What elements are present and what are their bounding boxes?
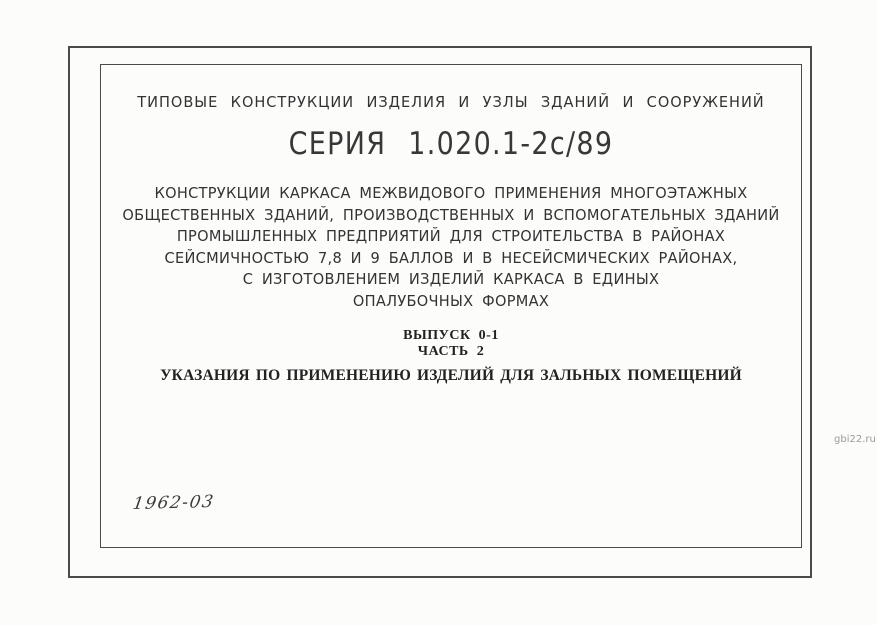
site-watermark: gbi22.ru: [834, 434, 876, 445]
issue-label: ВЫПУСК 0-1: [403, 328, 499, 343]
document-category-heading: ТИПОВЫЕ КОНСТРУКЦИИ ИЗДЕЛИЯ И УЗЛЫ ЗДАНИЙ И СООРУЖЕНИЙ: [137, 93, 765, 111]
description-paragraph: [100, 183, 802, 312]
description-line: ОПАЛУБОЧНЫХ ФОРМАХ: [352, 291, 550, 310]
title-block: [100, 64, 802, 548]
application-note: УКАЗАНИЯ ПО ПРИМЕНЕНИЮ ИЗДЕЛИЙ ДЛЯ ЗАЛЬНЫХ ПОМЕЩЕНИЙ: [160, 367, 742, 384]
description-line: СЕЙСМИЧНОСТЬЮ 7,8 И 9 БАЛЛОВ И В НЕСЕЙСМИЧЕСКИХ РАЙОНАХ,: [164, 248, 738, 267]
part-label: ЧАСТЬ 2: [417, 344, 485, 359]
description-line: ОБЩЕСТВЕННЫХ ЗДАНИЙ, ПРОИЗВОДСТВЕННЫХ И ВСПОМОГАТЕЛЬНЫХ ЗДАНИЙ: [122, 205, 780, 224]
handwritten-inventory-number: 1962-03: [131, 491, 216, 515]
description-line: ПРОМЫШЛЕННЫХ ПРЕДПРИЯТИЙ ДЛЯ СТРОИТЕЛЬСТВА В РАЙОНАХ: [176, 227, 726, 245]
description-line: С ИЗГОТОВЛЕНИЕМ ИЗДЕЛИЙ КАРКАСА В ЕДИНЫХ: [242, 270, 660, 288]
series-title: СЕРИЯ 1.020.1-2с/89: [288, 126, 614, 162]
description-line: КОНСТРУКЦИИ КАРКАСА МЕЖВИДОВОГО ПРИМЕНЕНИЯ МНОГОЭТАЖНЫХ: [154, 184, 748, 202]
